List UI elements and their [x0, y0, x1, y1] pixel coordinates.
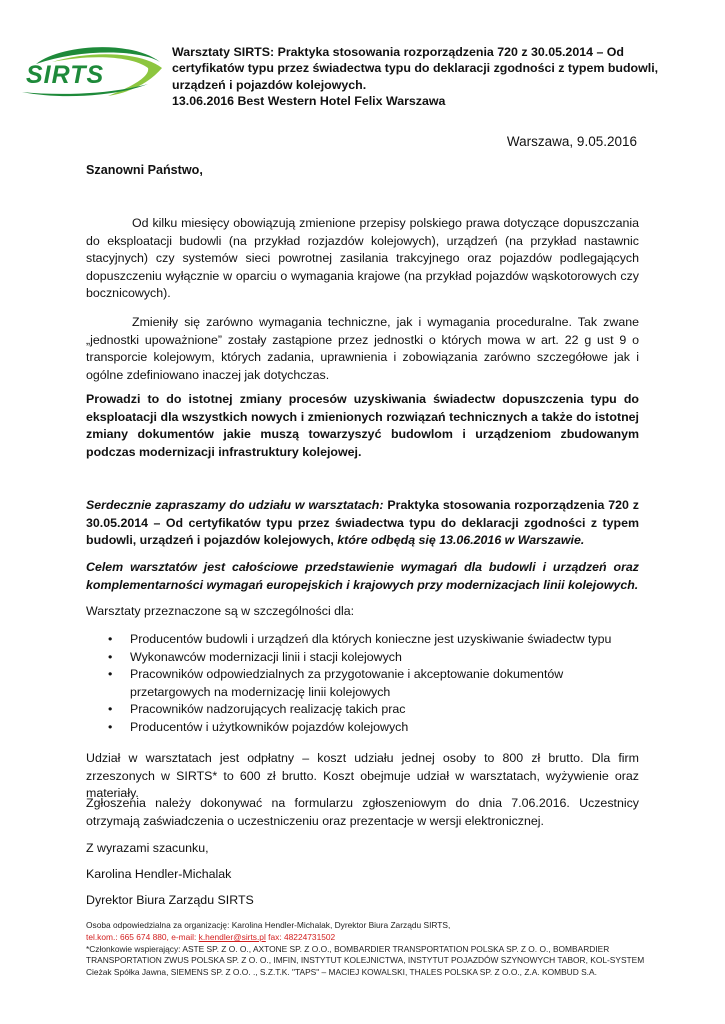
bullet-icon: •: [108, 667, 113, 682]
salutation: Szanowni Państwo,: [86, 163, 203, 177]
footer-contact: tel.kom.: 665 674 880, e-mail: k.hendler@sirts.pl fax: 48224731502: [86, 931, 336, 942]
paragraph-consequence: Prowadzi to do istotnej zmiany procesów uzyskiwania świadectw dopuszczenia typu do eksploatacji dla wszystkich nowych i zmienionych rozwiązań technicznych a także do istotnej zmiany dokumentów jakie muszą towarzyszyć budowlom i urządzeniom zbudowanym podczas modernizacji infrastruktury kolejowej.: [86, 392, 639, 459]
signatory-title: Dyrektor Biura Zarządu SIRTS: [86, 893, 254, 907]
footer-organizer: Osoba odpowiedzialna za organizację: Karolina Hendler-Michalak, Dyrektor Biura Zarządu SIRTS,: [86, 920, 451, 930]
list-item: • Pracowników odpowiedzialnych za przygotowanie i akceptowanie dokumentów przetargowych na modernizację linii kolejowych: [108, 667, 564, 699]
paragraph-goal: Celem warsztatów jest całościowe przedstawienie wymagań dla budowli i urządzeń oraz komplementarności wymagań europejskich i krajowych przy modernizacjach linii kolejowych.: [86, 560, 639, 592]
header-line: certyfikatów typu przez świadectwa typu do deklaracji zgodności z typem budowli,: [172, 61, 659, 76]
header-line: urządzeń i pojazdów kolejowych.: [172, 77, 367, 92]
footer-members-line: TRANSPORTATION ZWUS POLSKA SP. Z O. O., IMFIN, INSTYTUT KOLEJNICTWA, INSTYTUT POJAZDÓW SZYNOWYCH TABOR, KOL-SYSTEM: [86, 955, 645, 966]
list-item: • Producentów budowli i urządzeń dla których konieczne jest uzyskiwanie świadectw typu: [106, 631, 646, 649]
header-line: Warsztaty SIRTS: Praktyka stosowania rozporządzenia 720 z 30.05.2014 – Od: [172, 45, 624, 59]
bullet-icon: •: [108, 649, 113, 664]
document-header: [172, 44, 659, 110]
paragraph-invitation: [86, 497, 639, 550]
logo-text: SIRTS: [26, 61, 105, 89]
invitation-date: które odbędą się 13.06.2016 w Warszawie.: [333, 533, 585, 548]
bullet-icon: •: [108, 702, 113, 717]
signatory-name: Karolina Hendler-Michalak: [86, 867, 232, 881]
audience-list: [106, 631, 646, 737]
paragraph-registration: Zgłoszenia należy dokonywać na formularzu zgłoszeniowym do dnia 7.06.2016. Uczestnicy otrzymają zaświadczenia o uczestniczeniu oraz prezentacje w wersji elektronicznej.: [86, 796, 639, 828]
paragraph-audience-intro: Warsztaty przeznaczone są w szczególności dla:: [86, 604, 355, 618]
footer-members-line: *Członkowie wspierający: ASTE SP. Z O. O., AXTONE SP. Z O.O., BOMBARDIER TRANSPORTATION POLSKA SP. Z O. O., BOMBARDIER: [86, 943, 610, 954]
bullet-icon: •: [108, 632, 113, 646]
list-item: • Producentów i użytkowników pojazdów kolejowych: [106, 719, 646, 737]
paragraph-cost: Udział w warsztatach jest odpłatny – koszt udziału jednej osoby to 800 zł brutto. Dla firm zrzeszonych w SIRTS* to 600 zł brutto. Koszt obejmuje udział w warsztatach, wyżywienie oraz materiały.: [86, 751, 639, 801]
invitation-title: Praktyka stosowania rozporządzenia 720 z 30.05.2014 – Od certyfikatów typu przez świadectwa typu do deklaracji zgodności z typem budowli, urządzeń i pojazdów kolejowych,: [86, 498, 640, 548]
header-line: 13.06.2016 Best Western Hotel Felix Warszawa: [172, 94, 446, 109]
invitation-lead: Serdecznie zapraszamy do udziału w warsztatach:: [86, 498, 384, 512]
list-item: • Wykonawców modernizacji linii i stacji kolejowych: [106, 649, 646, 667]
bullet-icon: •: [108, 719, 113, 734]
paragraph-intro: Od kilku miesięcy obowiązują zmienione przepisy polskiego prawa dotyczące dopuszczania do eksploatacji budowli (na przykład rozjazdów kolejowych), urządzeń (na przykład nastawnic stacyjnych) czy systemów sieci powrotnej zasilania trakcyjnego oraz pojazdów podlegających dopuszczeniu wyłącznie w oparciu o wymagania krajowe (na przykład pojazdów wąskotorowych czy bocznicowych).: [86, 216, 639, 301]
closing: Z wyrazami szacunku,: [86, 841, 209, 855]
footer: [86, 920, 646, 979]
city-date: Warszawa, 9.05.2016: [506, 134, 637, 149]
list-item: • Pracowników nadzorujących realizację takich prac: [106, 701, 646, 719]
paragraph-requirements: Zmieniły się zarówno wymagania techniczne, jak i wymagania proceduralne. Tak zwane „jednostki upoważnione” zostały zastąpione przez jednostki o których mowa w art. 22 g ust 9 o transporcie kolejowym, których zadania, uprawnienia i zobowiązania zarówno szczegółowe jak i ogólne zdefiniowano inaczej jak dotychczas.: [86, 315, 639, 382]
email-link[interactable]: k.hendler@sirts.pl: [198, 931, 266, 942]
footer-members-line: Cieżak Spółka Jawna, SIEMENS SP. Z O.O. ., S.Z.T.K. "TAPS" – MACIEJ KOWALSKI, THALES POLSKA SP. Z O.O., Z.A. KOMBUD S.A.: [86, 967, 597, 978]
sirts-logo: [22, 42, 164, 98]
